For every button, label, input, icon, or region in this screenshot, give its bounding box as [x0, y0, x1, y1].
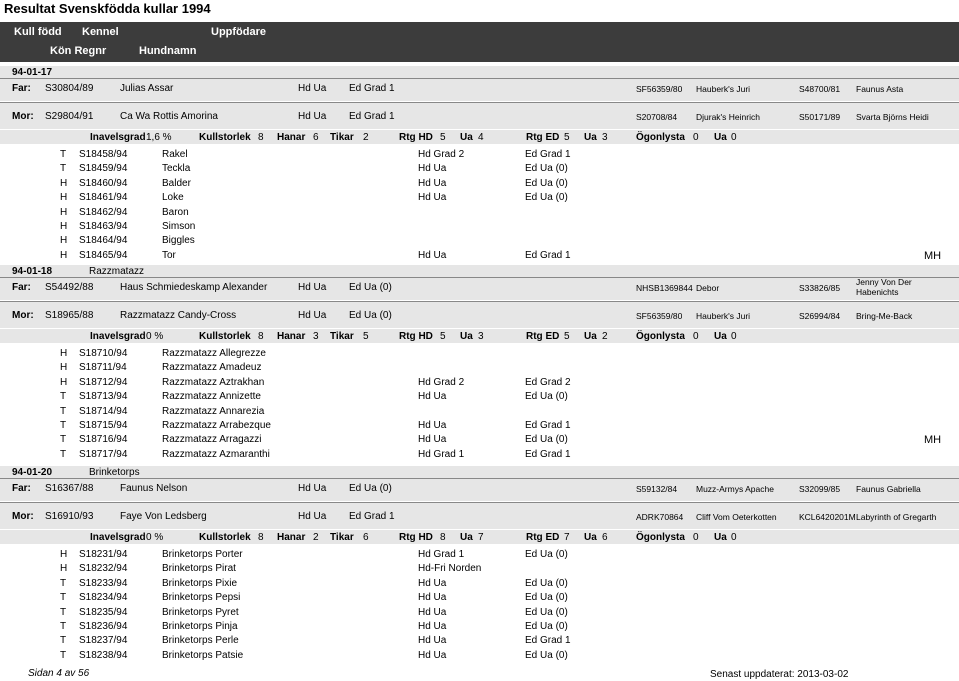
pup-regnr: S18460/94 [79, 177, 128, 189]
far-label: Far: [12, 483, 31, 494]
mor-father-name: Cliff Vom Oeterkotten [696, 512, 777, 522]
pup-hd: Hd Ua [418, 391, 447, 403]
mor-hd: Hd Ua [298, 310, 327, 321]
mor-mother-name: Svarta Björns Heidi [856, 112, 929, 122]
pup-sex: T [60, 420, 67, 431]
stat-ua-ed-label: Ua [584, 331, 597, 342]
far-father-regnr: SF56359/80 [636, 84, 683, 94]
pup-hd: Hd Grad 2 [418, 149, 465, 160]
stat-kullstorlek-label: Kullstorlek [199, 132, 251, 143]
stat-inavelsgrad: 1,6 % [146, 132, 172, 143]
pup-name: Razzmatazz Annizette [162, 391, 261, 403]
litter-date-band [0, 66, 959, 78]
pup-regnr: S18234/94 [79, 592, 128, 604]
far-name: Haus Schmiedeskamp Alexander [120, 282, 268, 293]
far-mother-name: Faunus Gabriella [856, 484, 921, 494]
pup-regnr: S18231/94 [79, 549, 128, 560]
mor-mother-regnr: S26994/84 [799, 311, 841, 321]
stat-hanar-label: Hanar [277, 331, 306, 342]
stat-ua-hd: 7 [478, 532, 484, 543]
pup-regnr: S18235/94 [79, 606, 128, 618]
far-mother-regnr: S48700/81 [799, 84, 841, 94]
mor-label: Mor: [12, 310, 34, 321]
pup-hd: Hd Ua [418, 635, 447, 647]
stat-ua-ogon: 0 [731, 132, 737, 143]
mor-hd: Hd Ua [298, 511, 327, 522]
far-father-name: Hauberk's Juri [696, 84, 751, 94]
header-kon-regnr: Kön Regnr [50, 45, 107, 57]
stat-tikar-label: Tikar [330, 331, 354, 342]
far-ed: Ed Ua (0) [349, 483, 392, 494]
pup-name: Rakel [162, 149, 188, 160]
pup-ed: Ed Ua (0) [525, 577, 568, 589]
far-mother-name: Jenny Von Der [856, 277, 912, 287]
stat-ua-ogon: 0 [731, 331, 737, 342]
pup-name: Brinketorps Perle [162, 635, 239, 647]
pup-sex: T [60, 391, 67, 403]
footer-page-count: Sidan 4 av 56 [28, 668, 90, 679]
mor-father-regnr: ADRK70864 [636, 512, 684, 522]
pup-regnr: S18713/94 [79, 391, 128, 403]
pup-sex: T [60, 405, 67, 417]
far-regnr: S30804/89 [45, 83, 94, 94]
pup-hd: Hd Grad 2 [418, 376, 465, 388]
pup-name: Razzmatazz Azmaranthi [162, 448, 270, 460]
stat-ua-ed: 2 [602, 331, 608, 342]
stat-rtged: 7 [564, 532, 570, 543]
stat-rtged-label: Rtg ED [526, 331, 560, 342]
pup-regnr: S18238/94 [79, 649, 128, 661]
stat-ua-ed: 6 [602, 532, 608, 543]
page-title: Resultat Svenskfödda kullar 1994 [4, 1, 211, 16]
pup-name: Razzmatazz Arragazzi [162, 434, 262, 446]
pup-regnr: S18716/94 [79, 434, 128, 446]
pup-hd: Hd Ua [418, 163, 447, 175]
pup-sex: H [60, 221, 68, 232]
pup-ed: Ed Ua (0) [525, 192, 568, 204]
pup-sex: H [60, 362, 68, 374]
far-hd: Hd Ua [298, 483, 327, 494]
pup-sex: T [60, 577, 67, 589]
pup-regnr: S18458/94 [79, 149, 128, 160]
pup-regnr: S18465/94 [79, 249, 128, 261]
stat-inavelsgrad: 0 % [146, 532, 164, 543]
pup-name: Razzmatazz Annarezia [162, 405, 265, 417]
stat-ua-ogon-label: Ua [714, 132, 727, 143]
stat-kullstorlek: 8 [258, 532, 264, 543]
far-name: Faunus Nelson [120, 483, 188, 494]
stat-kullstorlek-label: Kullstorlek [199, 532, 251, 543]
stat-ogon: 0 [693, 132, 699, 143]
mor-ed: Ed Grad 1 [349, 111, 395, 122]
pup-name: Razzmatazz Aztrakhan [162, 376, 265, 388]
pup-regnr: S18715/94 [79, 420, 128, 431]
litter-kennel: Brinketorps [89, 467, 140, 478]
stat-ua-hd-label: Ua [460, 132, 473, 143]
stat-ua-hd-label: Ua [460, 331, 473, 342]
pup-mh: MH [924, 249, 942, 262]
pup-hd: Hd Ua [418, 649, 447, 661]
pup-hd: Hd Ua [418, 434, 447, 446]
far-mother-name: Faunus Asta [856, 84, 904, 94]
pup-sex: H [60, 563, 68, 575]
pup-sex: H [60, 235, 68, 247]
stat-rtghd: 5 [440, 132, 446, 143]
stat-inavelsgrad-label: Inavelsgrad [90, 331, 146, 342]
mor-regnr: S29804/91 [45, 111, 94, 122]
pup-regnr: S18232/94 [79, 563, 128, 575]
pup-name: Balder [162, 177, 191, 189]
pup-sex: H [60, 177, 68, 189]
pup-hd: Hd Ua [418, 177, 447, 189]
pup-ed: Ed Grad 1 [525, 448, 571, 460]
litter-date-band [0, 466, 959, 478]
stat-rtged-label: Rtg ED [526, 532, 560, 543]
pup-sex: H [60, 192, 68, 204]
pup-sex: T [60, 592, 67, 604]
header-kennel: Kennel [82, 26, 119, 38]
pup-ed: Ed Ua (0) [525, 606, 568, 618]
pup-sex: H [60, 376, 68, 388]
pup-regnr: S18711/94 [79, 362, 127, 374]
pup-sex: T [60, 149, 67, 160]
pup-ed: Ed Grad 1 [525, 149, 571, 160]
header-uppfodare: Uppfödare [211, 26, 266, 38]
stat-rtghd: 8 [440, 532, 446, 543]
pup-sex: T [60, 448, 67, 460]
far-label: Far: [12, 282, 31, 293]
stat-rtghd: 5 [440, 331, 446, 342]
pup-regnr: S18463/94 [79, 221, 128, 232]
stat-ogon-label: Ögonlysta [636, 331, 685, 342]
pup-name: Tor [162, 249, 176, 261]
pup-regnr: S18714/94 [79, 405, 128, 417]
pup-hd: Hd-Fri Norden [418, 563, 482, 575]
mor-father-regnr: S20708/84 [636, 112, 678, 122]
stat-inavelsgrad-label: Inavelsgrad [90, 532, 146, 543]
litter-date: 94-01-18 [12, 266, 53, 277]
pup-hd: Hd Ua [418, 606, 447, 618]
stat-ua-ogon: 0 [731, 532, 737, 543]
pup-sex: H [60, 549, 68, 560]
pup-mh: MH [924, 434, 942, 447]
pup-sex: T [60, 606, 67, 618]
pup-hd: Hd Ua [418, 192, 447, 204]
mor-name: Razzmatazz Candy-Cross [120, 310, 237, 321]
far-mother-name-cont: Habenichts [856, 287, 899, 297]
far-father-name: Debor [696, 283, 720, 293]
stat-ua-ed-label: Ua [584, 532, 597, 543]
pup-name: Brinketorps Porter [162, 549, 243, 560]
pup-regnr: S18236/94 [79, 621, 128, 632]
mor-label: Mor: [12, 511, 34, 522]
pup-ed: Ed Ua (0) [525, 177, 568, 189]
far-father-name: Muzz-Armys Apache [696, 484, 774, 494]
far-line [0, 277, 959, 278]
pup-name: Baron [162, 206, 189, 218]
stat-rtged: 5 [564, 132, 570, 143]
pup-ed: Ed Ua (0) [525, 592, 568, 604]
pup-name: Teckla [162, 163, 191, 175]
pup-name: Brinketorps Pinja [162, 621, 238, 632]
pup-ed: Ed Grad 1 [525, 420, 571, 431]
mor-father-name: Djurak's Heinrich [696, 112, 760, 122]
pup-regnr: S18462/94 [79, 206, 128, 218]
pup-sex: H [60, 249, 68, 261]
pup-regnr: S18237/94 [79, 635, 128, 647]
mor-mother-name: Labyrinth of Gregarth [856, 512, 937, 522]
stat-ua-hd-label: Ua [460, 532, 473, 543]
stat-kullstorlek: 8 [258, 132, 264, 143]
pup-hd: Hd Grad 1 [418, 448, 465, 460]
mor-ed: Ed Grad 1 [349, 511, 395, 522]
mor-mother-regnr: S50171/89 [799, 112, 841, 122]
stat-hanar: 2 [313, 532, 319, 543]
far-mother-regnr: S32099/85 [799, 484, 841, 494]
pup-name: Loke [162, 192, 184, 204]
far-name: Julias Assar [120, 83, 174, 94]
pup-name: Razzmatazz Allegrezze [162, 348, 266, 359]
pup-sex: T [60, 621, 67, 632]
pup-name: Biggles [162, 235, 195, 247]
stat-ogon-label: Ögonlysta [636, 132, 685, 143]
pup-sex: T [60, 635, 67, 647]
stat-tikar-label: Tikar [330, 532, 354, 543]
pup-name: Razzmatazz Arrabezque [162, 420, 271, 431]
stat-kullstorlek: 8 [258, 331, 264, 342]
stat-ua-ogon-label: Ua [714, 331, 727, 342]
pup-sex: H [60, 348, 68, 359]
stat-tikar: 2 [363, 132, 369, 143]
pup-hd: Hd Ua [418, 577, 447, 589]
stat-ogon: 0 [693, 331, 699, 342]
far-ed: Ed Grad 1 [349, 83, 395, 94]
mor-mother-name: Bring-Me-Back [856, 311, 913, 321]
pup-name: Brinketorps Pepsi [162, 592, 241, 604]
stat-rtghd-label: Rtg HD [399, 132, 433, 143]
stat-tikar: 5 [363, 331, 369, 342]
pup-ed: Ed Ua (0) [525, 163, 568, 175]
mor-regnr: S16910/93 [45, 511, 94, 522]
far-regnr: S16367/88 [45, 483, 94, 494]
stat-tikar-label: Tikar [330, 132, 354, 143]
stat-ua-hd: 3 [478, 331, 484, 342]
pup-hd: Hd Ua [418, 249, 447, 261]
mor-father-regnr: SF56359/80 [636, 311, 683, 321]
stat-ua-ogon-label: Ua [714, 532, 727, 543]
far-line [0, 78, 959, 79]
pup-ed: Ed Ua (0) [525, 391, 568, 403]
pup-hd: Hd Grad 1 [418, 549, 465, 560]
pup-name: Simson [162, 221, 196, 232]
pup-regnr: S18464/94 [79, 235, 128, 247]
mor-ed: Ed Ua (0) [349, 310, 392, 321]
pup-ed: Ed Grad 1 [525, 249, 571, 261]
far-hd: Hd Ua [298, 83, 327, 94]
mor-hd: Hd Ua [298, 111, 327, 122]
header-kull-fodd: Kull född [14, 26, 62, 38]
pup-name: Razzmatazz Amadeuz [162, 362, 262, 374]
far-mother-regnr: S33826/85 [799, 283, 841, 293]
stat-hanar: 6 [313, 132, 319, 143]
footer-updated: Senast uppdaterat: 2013-03-02 [710, 669, 849, 680]
far-father-regnr: S59132/84 [636, 484, 678, 494]
far-father-regnr: NHSB1369844 [636, 283, 693, 293]
mor-regnr: S18965/88 [45, 310, 94, 321]
pup-hd: Hd Ua [418, 621, 447, 632]
far-regnr: S54492/88 [45, 282, 94, 293]
litter-date: 94-01-17 [12, 67, 53, 78]
pup-name: Brinketorps Pirat [162, 563, 236, 575]
stat-ua-hd: 4 [478, 132, 484, 143]
stat-ogon-label: Ögonlysta [636, 532, 685, 543]
stat-hanar: 3 [313, 331, 319, 342]
far-ed: Ed Ua (0) [349, 282, 392, 293]
stat-inavelsgrad-label: Inavelsgrad [90, 132, 146, 143]
litter-kennel: Razzmatazz [89, 266, 145, 277]
pup-sex: T [60, 434, 67, 446]
header-hundnamn: Hundnamn [139, 45, 197, 57]
pup-ed: Ed Ua (0) [525, 621, 568, 632]
pup-sex: T [60, 163, 67, 175]
pup-regnr: S18461/94 [79, 192, 128, 204]
stat-rtged-label: Rtg ED [526, 132, 560, 143]
column-header-bar [0, 22, 959, 62]
pup-ed: Ed Ua (0) [525, 549, 568, 560]
pup-ed: Ed Ua (0) [525, 434, 568, 446]
pup-ed: Ed Grad 1 [525, 635, 571, 647]
mor-name: Ca Wa Rottis Amorina [120, 111, 218, 122]
pup-ed: Ed Ua (0) [525, 649, 568, 661]
stat-tikar: 6 [363, 532, 369, 543]
pup-hd: Hd Ua [418, 420, 447, 431]
pup-regnr: S18459/94 [79, 163, 128, 175]
pup-ed: Ed Grad 2 [525, 376, 571, 388]
stat-kullstorlek-label: Kullstorlek [199, 331, 251, 342]
pup-regnr: S18717/94 [79, 448, 128, 460]
pup-regnr: S18712/94 [79, 376, 128, 388]
litter-date: 94-01-20 [12, 467, 53, 478]
pup-sex: T [60, 649, 67, 661]
mor-father-name: Hauberk's Juri [696, 311, 751, 321]
far-line [0, 478, 959, 479]
stat-hanar-label: Hanar [277, 132, 306, 143]
stat-rtghd-label: Rtg HD [399, 532, 433, 543]
pup-name: Brinketorps Pyret [162, 606, 239, 618]
stat-hanar-label: Hanar [277, 532, 306, 543]
pup-sex: H [60, 206, 68, 218]
pup-regnr: S18710/94 [79, 348, 128, 359]
pup-name: Brinketorps Pixie [162, 577, 238, 589]
mor-mother-regnr: KCL6420201M [799, 512, 856, 522]
stat-ua-ed: 3 [602, 132, 608, 143]
pup-name: Brinketorps Patsie [162, 649, 244, 661]
mor-label: Mor: [12, 111, 34, 122]
stat-ua-ed-label: Ua [584, 132, 597, 143]
mor-name: Faye Von Ledsberg [120, 511, 207, 522]
stat-ogon: 0 [693, 532, 699, 543]
pup-regnr: S18233/94 [79, 577, 128, 589]
stat-rtged: 5 [564, 331, 570, 342]
stat-rtghd-label: Rtg HD [399, 331, 433, 342]
far-label: Far: [12, 83, 31, 94]
pup-hd: Hd Ua [418, 592, 447, 604]
far-hd: Hd Ua [298, 282, 327, 293]
stat-inavelsgrad: 0 % [146, 331, 164, 342]
